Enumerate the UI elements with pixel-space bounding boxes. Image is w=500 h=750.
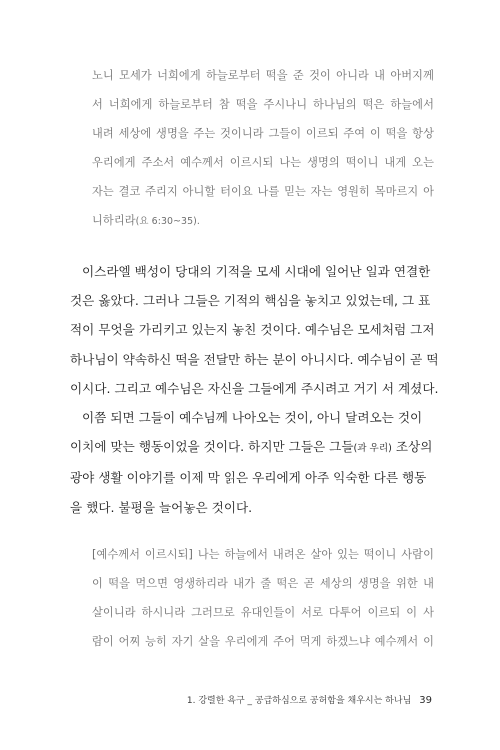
quote-line: 람이 어찌 능히 자기 살을 우리에게 주어 먹게 하겠느냐 예수께서 이 [92,635,434,648]
body-line: 이시다. 그리고 예수님은 자신을 그들에게 주시려고 거기 서 계셨다. [70,380,439,396]
scripture-quote-top [92,61,434,236]
body-line: 이쯤 되면 그들이 예수님께 나아오는 것이, 아니 달려오는 것이 [82,410,423,426]
quote-line: [예수께서 이르시되] 나는 하늘에서 내려온 살아 있는 떡이니 사람이 [92,548,434,561]
body-line: 하나님이 약속하신 떡을 전달만 하는 분이 아니시다. 예수님이 곧 떡 [70,351,439,367]
quote-line-text: 니하리라 [92,214,136,227]
body-line: 이스라엘 백성이 당대의 기적을 모세 시대에 일어난 일과 연결한 [82,264,431,279]
quote-line: 내려 세상에 생명을 주는 것이니라 그들이 이르되 주여 이 떡을 항상 [92,127,434,140]
body-paragraphs [70,257,454,522]
page-number: 39 [419,695,432,706]
quote-line-last [92,206,434,236]
quote-line: 살이니라 하시니라 그러므로 유대인들이 서로 다투어 이르되 이 사 [92,606,434,619]
quote-line: 자는 결코 주리지 아니할 터이요 나를 믿는 자는 영원히 목마르지 아 [92,185,434,198]
body-line-text: 이치에 맞는 행동이었을 것이다. 하지만 그들은 그들 [70,439,354,455]
quote-line: 우리에게 주소서 예수께서 이르시되 나는 생명의 떡이니 내게 오는 [92,156,434,169]
body-line: 을 했다. 불평을 늘어놓은 것이다. [70,499,253,515]
body-line: 광야 생활 이야기를 이제 막 읽은 우리에게 아주 익숙한 다른 행동 [70,470,427,486]
body-line-text: 조상의 [395,439,433,455]
page-footer [187,693,432,706]
scripture-reference: (요 6:30~35). [135,216,201,227]
body-line: 적이 무엇을 가리키고 있는지 놓친 것이다. 예수님은 모세처럼 그저 [70,322,435,338]
body-line-with-aside [70,432,454,463]
quote-line: 이 떡을 먹으면 영생하리라 내가 줄 떡은 곧 세상의 생명을 위한 내 [92,577,434,590]
body-aside: (과 우리) [353,443,392,455]
scripture-quote-bottom [92,540,434,656]
quote-line: 서 너희에게 하늘로부터 참 떡을 주시나니 하나님의 떡은 하늘에서 [92,98,434,111]
quote-line: 노니 모세가 너희에게 하늘로부터 떡을 준 것이 아니라 내 아버지께 [92,69,434,82]
body-line: 것은 옳았다. 그러나 그들은 기적의 핵심을 놓치고 있었는데, 그 표 [70,293,431,309]
running-chapter-title: 1. 강렬한 욕구 _ 공급하심으로 공허함을 채우시는 하나님 [186,696,412,706]
